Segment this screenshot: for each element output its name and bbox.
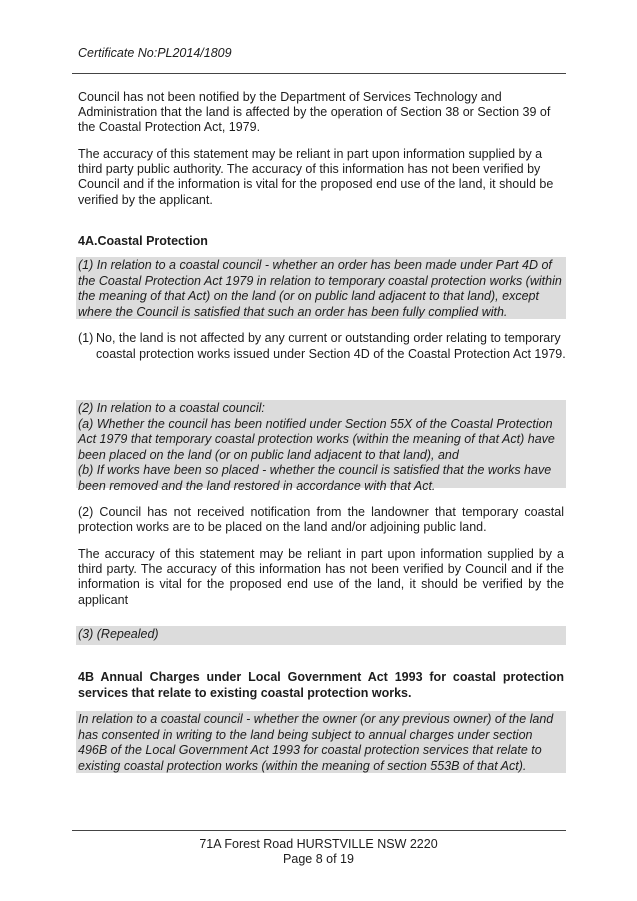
question-3-box: (3) (Repealed) <box>76 626 566 645</box>
accuracy-statement: The accuracy of this statement may be reliant in part upon information supplied by a third party. The accuracy of this information has not been verified by Council and if the information is vital for the proposed end use of the land, it should be verified by the applicant <box>78 547 564 607</box>
question-2-part-b: (b) If works have been so placed - whether the council is satisfied that the works have been removed and the land restored in accordance with that Act. <box>78 463 552 493</box>
intro-paragraph-1: Council has not been notified by the Department of Services Technology and Administration that the land is affected by the operation of Section 38 or Section 39 of the Coastal Protection Act, 1979. <box>78 90 551 135</box>
section-4a-heading: 4A.Coastal Protection <box>78 234 208 248</box>
certificate-number: Certificate No:PL2014/1809 <box>78 46 232 60</box>
answer-1-number: (1) <box>78 331 94 345</box>
section-4b-question-box: In relation to a coastal council - whether the owner (or any previous owner) of the land has consented in writing to the land being subject to annual charges under section 496B of the Local Government Act 1993 for coastal protection services that relate to existing coastal protection works (within the meaning of section 553B of that Act). <box>76 711 566 773</box>
header-rule <box>72 73 566 74</box>
answer-1-text: No, the land is not affected by any current or outstanding order relating to temporary coastal protection works issued under Section 4D of the Coastal Protection Act 1979. <box>96 331 566 361</box>
footer-rule <box>72 830 566 831</box>
question-2-part-a: (a) Whether the council has been notified under Section 55X of the Coastal Protection Act 1979 that temporary coastal protection works (within the meaning of that Act) have been placed on the land (or on public land adjacent to that land), and <box>78 416 555 462</box>
question-1-box: (1) In relation to a coastal council - whether an order has been made under Part 4D of the Coastal Protection Act 1979 in relation to temporary coastal protection works (within the meaning of that Act) on the land (or on public land adjacent to that land), except where the Council is satisfied that such an order has been fully complied with. <box>76 257 566 319</box>
footer-address: 71A Forest Road HURSTVILLE NSW 2220 <box>199 837 438 851</box>
section-4b-heading: 4B Annual Charges under Local Government Act 1993 for coastal protection services that relate to existing coastal protection works. <box>78 670 564 700</box>
answer-1 <box>78 331 566 362</box>
page-number: Page 8 of 19 <box>283 852 354 866</box>
question-2-intro: (2) In relation to a coastal council: <box>78 401 265 415</box>
question-2-box <box>76 400 566 493</box>
answer-2: (2) Council has not received notification from the landowner that temporary coastal protection works are to be placed on the land and/or adjoining public land. <box>78 505 564 535</box>
intro-paragraph-2: The accuracy of this statement may be reliant in part upon information supplied by a third party public authority. The accuracy of this information has not been verified by Council and if the information is vital for the proposed end use of the land, it should be verified by the applicant. <box>78 147 554 207</box>
